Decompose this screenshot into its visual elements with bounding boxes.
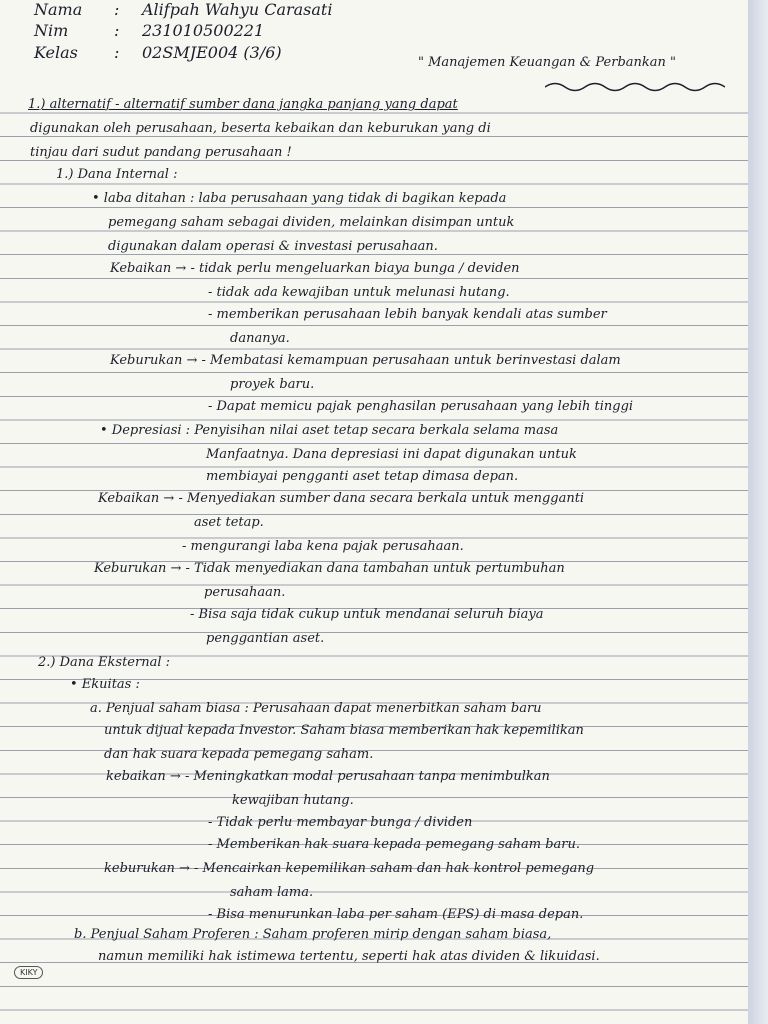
- page-title: " Manajemen Keuangan & Perbankan ": [418, 55, 677, 70]
- line-35: saham lama.: [230, 885, 314, 900]
- line-30: kebaikan → - Meningkatkan modal perusahaan tanpa menimbulkan: [106, 769, 550, 784]
- line-26: • Ekuitas :: [70, 677, 140, 692]
- line-37: b. Penjual Saham Proferen : Saham proferen mirip dengan saham biasa,: [74, 927, 552, 942]
- line-16: Manfaatnya. Dana depresiasi ini dapat digunakan untuk: [206, 447, 577, 462]
- kelas-sep: :: [114, 43, 120, 62]
- notebook-brand-mark: KIKY: [14, 966, 43, 979]
- line-15: • Depresiasi : Penyisihan nilai aset tetap secara berkala selama masa: [100, 423, 559, 438]
- kelas-label: Kelas: [34, 43, 78, 62]
- title-wave-underline: [545, 80, 725, 94]
- line-2: digunakan oleh perusahaan, beserta kebaikan dan keburukan yang di: [30, 121, 491, 136]
- line-19: aset tetap.: [194, 515, 264, 530]
- line-29: dan hak suara kepada pemegang saham.: [104, 747, 374, 762]
- line-25: 2.) Dana Eksternal :: [38, 655, 170, 670]
- nim-value: 231010500221: [142, 21, 265, 40]
- header-area: [0, 0, 748, 88]
- line-3: tinjau dari sudut pandang perusahaan !: [30, 145, 292, 160]
- line-9: - tidak ada kewajiban untuk melunasi hutang.: [208, 285, 510, 300]
- line-10: - memberikan perusahaan lebih banyak kendali atas sumber: [208, 307, 607, 322]
- nama-value: Alifpah Wahyu Carasati: [142, 0, 333, 19]
- nama-sep: :: [114, 0, 120, 19]
- line-7: digunakan dalam operasi & investasi perusahaan.: [108, 239, 438, 254]
- line-33: - Memberikan hak suara kepada pemegang saham baru.: [208, 837, 580, 852]
- line-13: proyek baru.: [230, 377, 315, 392]
- line-12: Keburukan → - Membatasi kemampuan perusahaan untuk berinvestasi dalam: [110, 353, 621, 368]
- line-32: - Tidak perlu membayar bunga / dividen: [208, 815, 473, 830]
- background-edge: [748, 0, 768, 1024]
- line-28: untuk dijual kepada Investor. Saham biasa memberikan hak kepemilikan: [104, 723, 584, 738]
- line-21: Keburukan → - Tidak menyediakan dana tambahan untuk pertumbuhan: [94, 561, 565, 576]
- line-6: pemegang saham sebagai dividen, melainkan disimpan untuk: [108, 215, 515, 230]
- line-36: - Bisa menurunkan laba per saham (EPS) di masa depan.: [208, 907, 584, 922]
- line-20: - mengurangi laba kena pajak perusahaan.: [182, 539, 464, 554]
- line-17: membiayai pengganti aset tetap dimasa depan.: [206, 469, 519, 484]
- line-23: - Bisa saja tidak cukup untuk mendanai seluruh biaya: [190, 607, 544, 622]
- line-18: Kebaikan → - Menyediakan sumber dana secara berkala untuk mengganti: [98, 491, 585, 506]
- nim-label: Nim: [34, 21, 69, 40]
- line-34: keburukan → - Mencairkan kepemilikan saham dan hak kontrol pemegang: [104, 861, 595, 876]
- line-31: kewajiban hutang.: [232, 793, 354, 808]
- line-24: penggantian aset.: [206, 631, 325, 646]
- line-5: • laba ditahan : laba perusahaan yang tidak di bagikan kepada: [92, 191, 507, 206]
- line-27: a. Penjual saham biasa : Perusahaan dapat menerbitkan saham baru: [90, 701, 542, 716]
- nama-label: Nama: [34, 0, 83, 19]
- line-8: Kebaikan → - tidak perlu mengeluarkan biaya bunga / deviden: [110, 261, 520, 276]
- line-11: dananya.: [230, 331, 290, 346]
- line-4: 1.) Dana Internal :: [56, 167, 178, 182]
- line-22: perusahaan.: [204, 585, 286, 600]
- line-38: namun memiliki hak istimewa tertentu, seperti hak atas dividen & likuidasi.: [98, 949, 600, 964]
- line-14: - Dapat memicu pajak penghasilan perusahaan yang lebih tinggi: [208, 399, 634, 414]
- kelas-value: 02SMJE004 (3/6): [142, 43, 282, 62]
- line-1: 1.) alternatif - alternatif sumber dana jangka panjang yang dapat: [28, 97, 458, 112]
- nim-sep: :: [114, 21, 120, 40]
